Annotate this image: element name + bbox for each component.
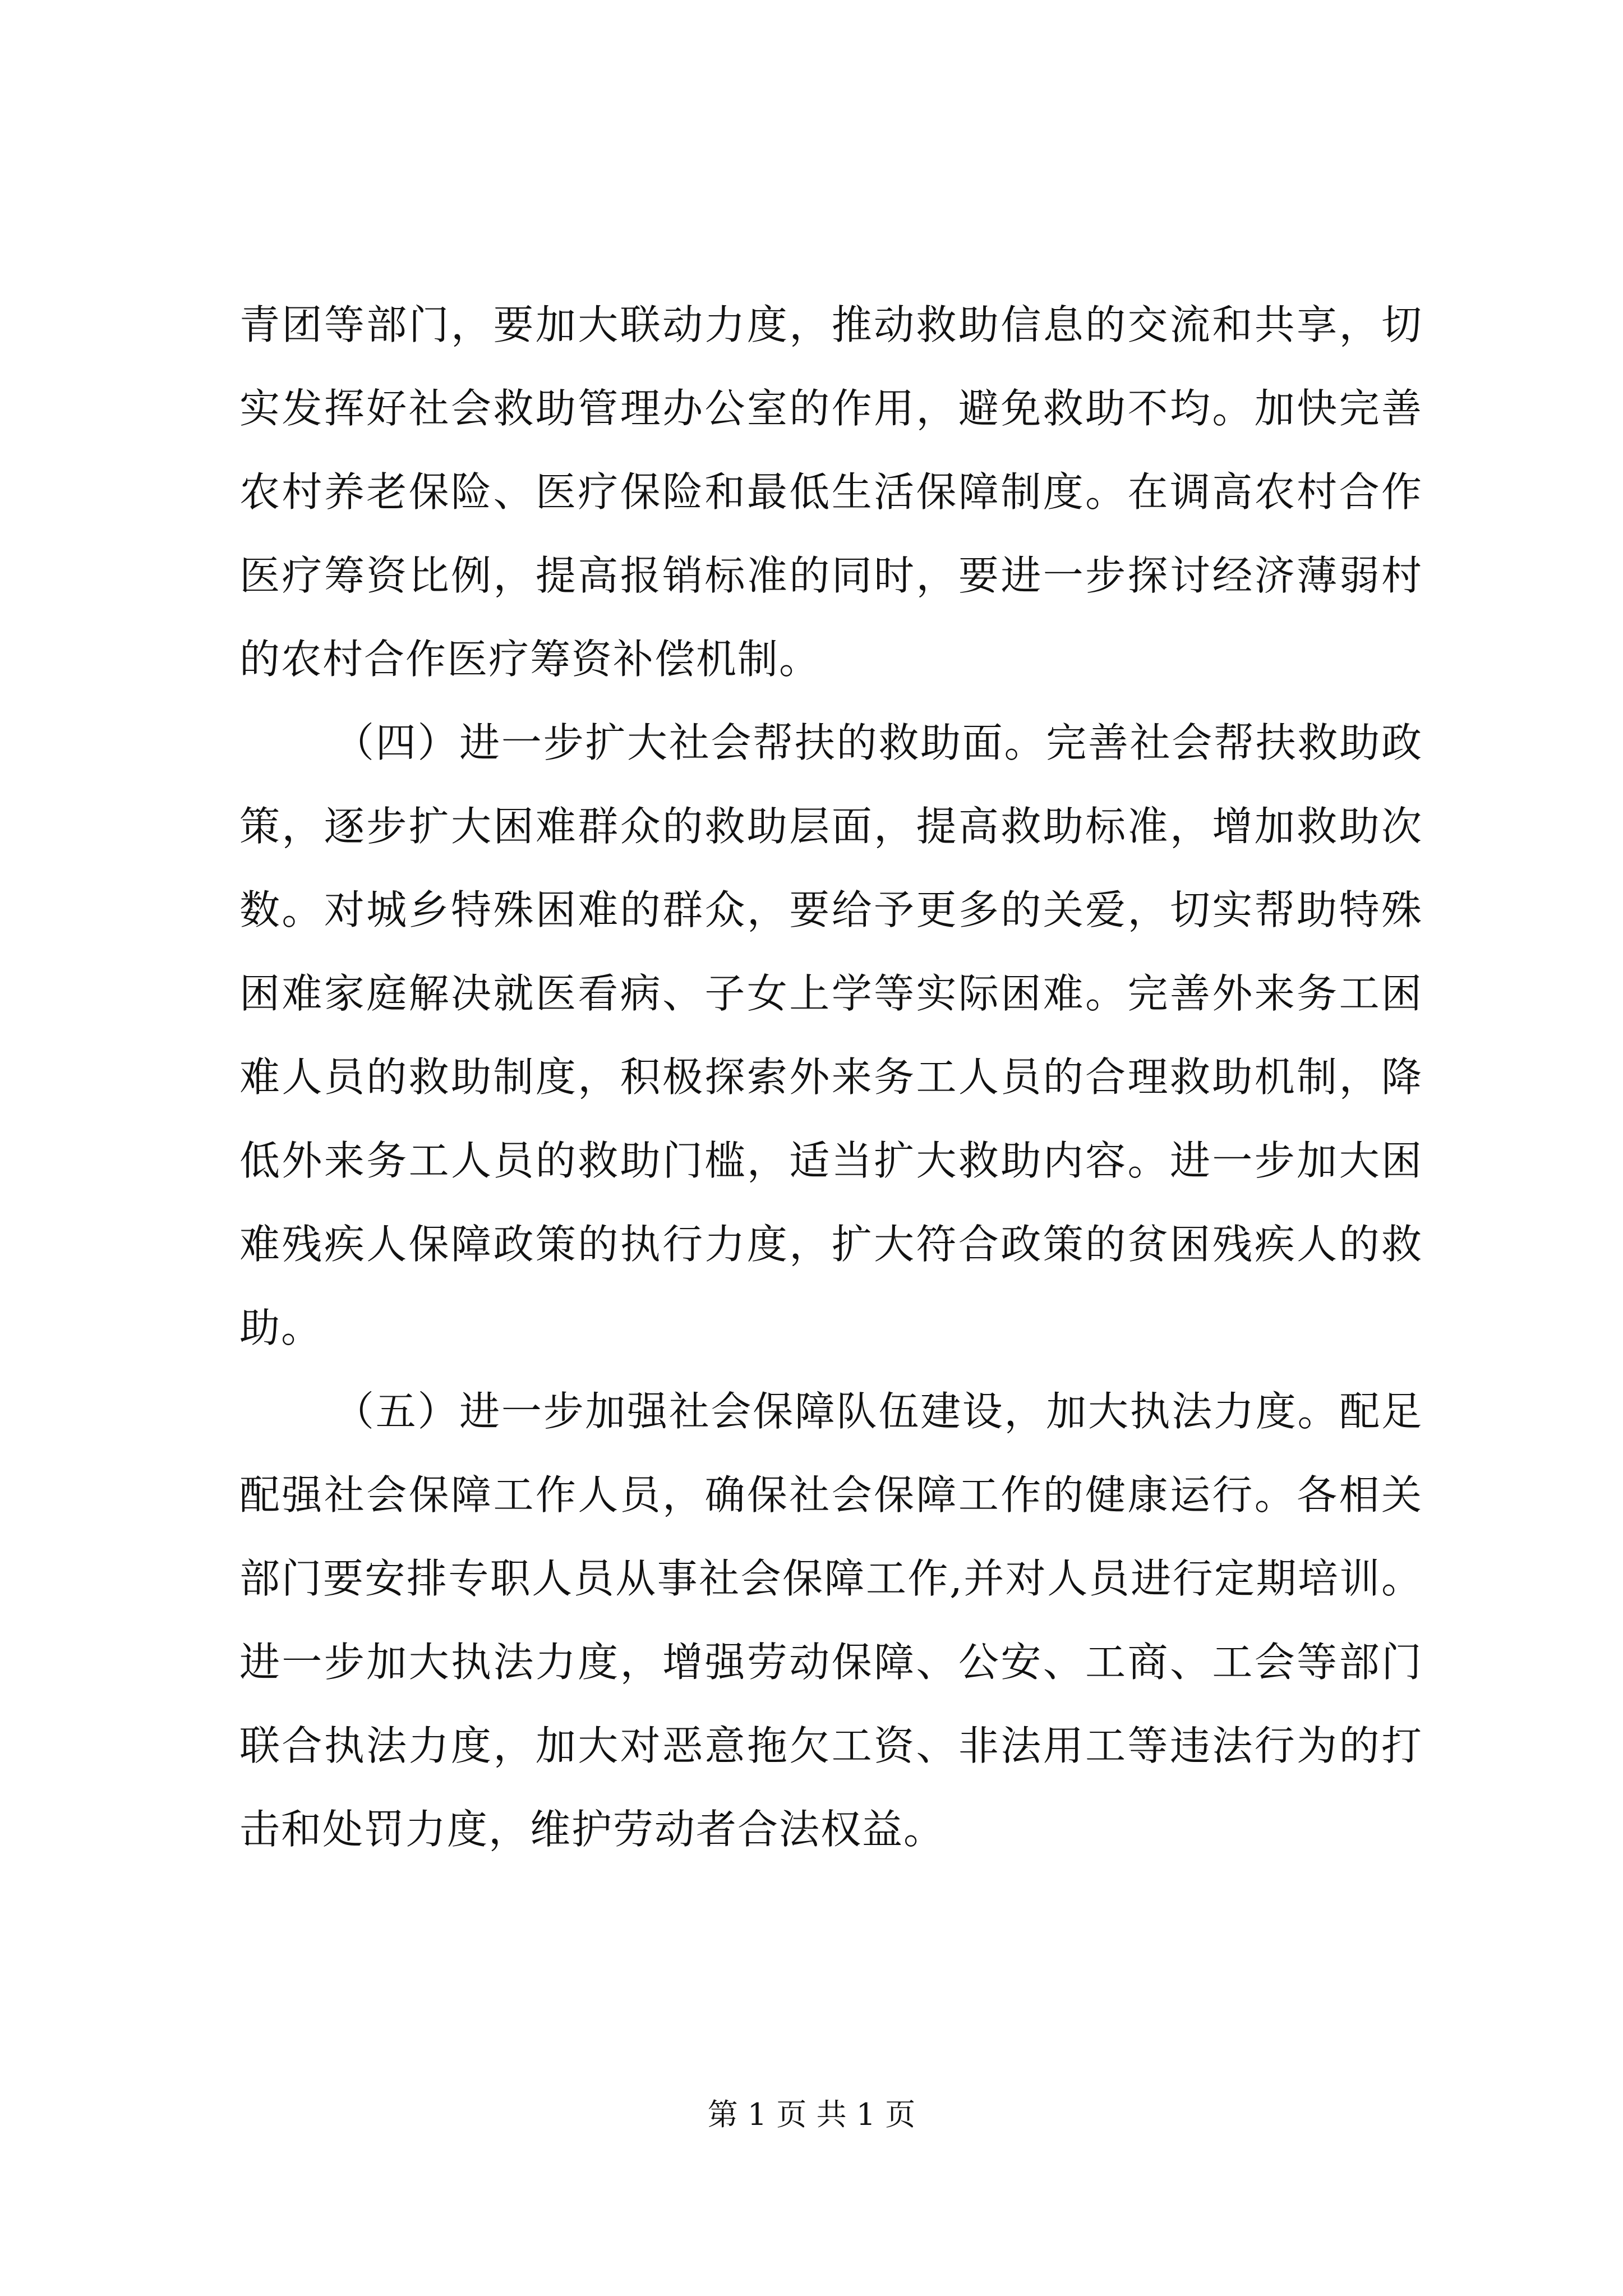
page-footer: 第 1 页 共 1 页: [707, 2097, 916, 2132]
paragraph-section-five: （五）进一步加强社会保障队伍建设，加大执法力度。配足配强社会保障工作人员，确保社会保障工作的健康运行。各相关部门要安排专职人员从事社会保障工作,并对人员进行定期培训。进一步加大执法力度，增强劳动保障、公安、工商、工会等部门联合执法力度，加大对恶意拖欠工资、非法用工等违法行为的打击和处罚力度，维护劳动者合法权益。: [239, 1388, 1423, 1853]
paragraph-section-four: （四）进一步扩大社会帮扶的救助面。完善社会帮扶救助政策，逐步扩大困难群众的救助层面，提高救助标准，增加救助次数。对城乡特殊困难的群众，要给予更多的关爱，切实帮助特殊困难家庭解决就医看病、子女上学等实际困难。完善外来务工困难人员的救助制度，积极探索外来务工人员的合理救助机制，降低外来务工人员的救助门槛，适当扩大救助内容。进一步加大困难残疾人保障政策的执行力度，扩大符合政策的贫困残疾人的救助。: [239, 719, 1423, 1351]
document-body: [239, 283, 1423, 1871]
paragraph-continuation: 青团等部门，要加大联动力度，推动救助信息的交流和共享，切实发挥好社会救助管理办公室的作用，避免救助不均。加快完善农村养老保险、医疗保险和最低生活保障制度。在调高农村合作医疗筹资比例，提高报销标准的同时，要进一步探讨经济薄弱村的农村合作医疗筹资补偿机制。: [239, 301, 1423, 683]
